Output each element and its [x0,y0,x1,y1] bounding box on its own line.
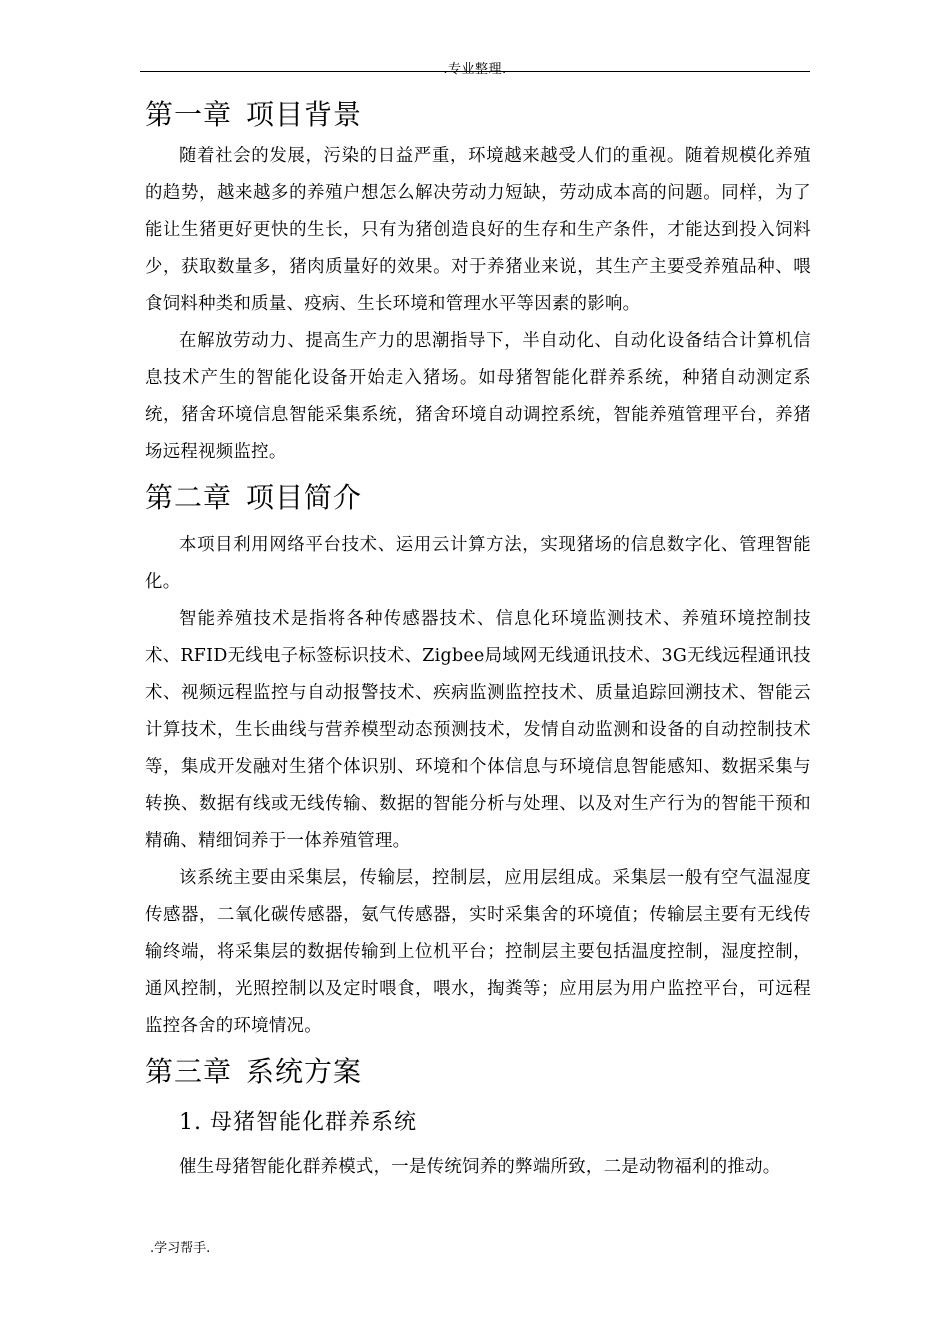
chapter-3-paragraph-1: 催生母猪智能化群养模式，一是传统饲养的弊端所致，二是动物福利的推动。 [179,1157,781,1177]
chapter-3-number: 第三章 [145,1055,233,1088]
chapter-1-title: 项目背景 [246,98,363,131]
chapter-2-number: 第二章 [145,481,233,514]
chapter-1-number: 第一章 [145,98,233,131]
chapter-1-paragraph-2: 在解放劳动力、提高生产力的思潮指导下，半自动化、自动化设备结合计算机信息技术产生的智能化设备开始走入猪场。如母猪智能化群养系统，种猪自动测定系统，猪舍环境信息智能采集系统，猪舍环境自动调控系统，智能养殖管理平台，养猪场远程视频监控。 [145,331,811,462]
chapter-1-paragraph-1: 随着社会的发展，污染的日益严重，环境越来越受人们的重视。随着规模化养殖的趋势，越来越多的养殖户想怎么解决劳动力短缺，劳动成本高的问题。同样，为了能让生猪更好更快的生长，只有为猪创造良好的生存和生产条件，才能达到投入饲料少，获取数量多，猪肉质量好的效果。对于养猪业来说，其生产主要受养殖品种、喂食饲料种类和质量、疫病、生长环境和管理水平等因素的影响。 [145,146,811,314]
page-header: .专业整理. [443,62,507,77]
page-footer: .学习帮手. [150,1241,211,1256]
chapter-2-title: 项目简介 [246,481,363,514]
chapter-2-heading [145,475,811,521]
document-body [145,92,811,1186]
chapter-2-paragraph-1: 本项目利用网络平台技术、运用云计算方法，实现猪场的信息数字化、管理智能化。 [145,535,811,592]
chapter-2-paragraph-3: 该系统主要由采集层，传输层，控制层，应用层组成。采集层一般有空气温湿度传感器，二氧化碳传感器，氨气传感器，实时采集舍的环境值；传输层主要有无线传输终端，将采集层的数据传输到上位机平台；控制层主要包括温度控制，湿度控制，通风控制，光照控制以及定时喂食，喂水，掏粪等；应用层为用户监控平台，可远程监控各舍的环境情况。 [145,868,811,1036]
header-rule [140,71,810,72]
chapter-1-heading [145,92,811,138]
chapter-3-heading [145,1049,811,1095]
chapter-2-paragraph-2: 智能养殖技术是指将各种传感器技术、信息化环境监测技术、养殖环境控制技术、RFID无线电子标签标识技术、Zigbee局域网无线通讯技术、3G无线远程通讯技术、视频远程监控与自动报警技术、疾病监测监控技术、质量追踪回溯技术、智能云计算技术，生长曲线与营养模型动态预测技术，发情自动监测和设备的自动控制技术等，集成开发融对生猪个体识别、环境和个体信息与环境信息智能感知、数据采集与转换、数据有线或无线传输、数据的智能分析与处理、以及对生产行为的智能干预和精确、精细饲养于一体养殖管理。 [145,609,811,851]
chapter-3-title: 系统方案 [246,1055,363,1088]
section-1-heading: 1. 母猪智能化群养系统 [179,1110,417,1135]
